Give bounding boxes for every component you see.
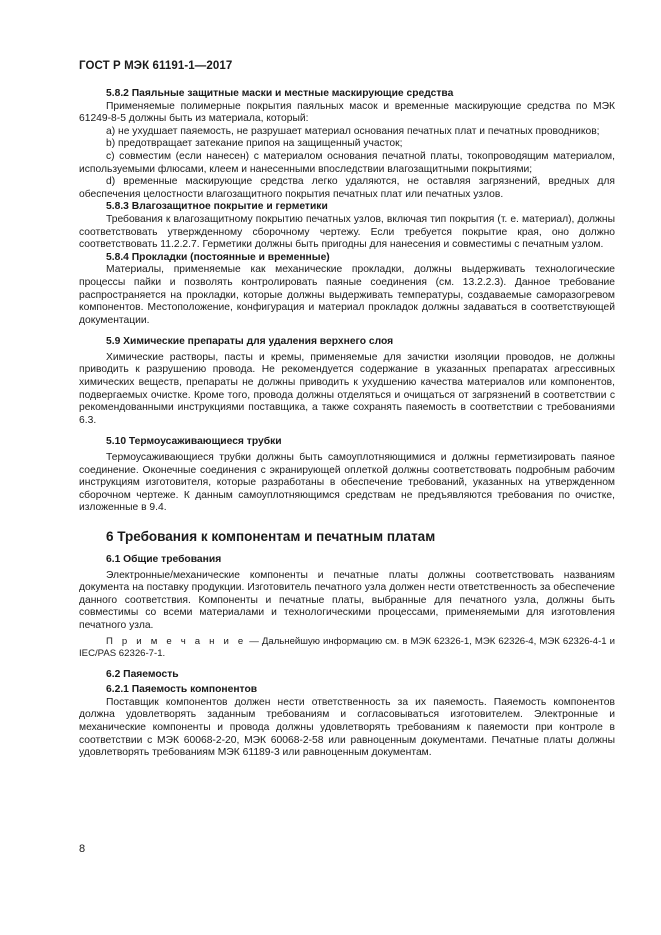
heading-6-2: 6.2 Паяемость <box>106 668 179 680</box>
heading-5-10: 5.10 Термоусаживающиеся трубки <box>106 436 282 448</box>
document-body <box>79 88 615 760</box>
note <box>79 636 615 660</box>
heading-6-1: 6.1 Общие требования <box>106 554 222 565</box>
heading-6-2-1: 6.2.1 Паяемость компонентов <box>106 684 258 696</box>
page-number: 8 <box>79 843 86 855</box>
heading-5-8-3: 5.8.3 Влагозащитное покрытие и герметики <box>106 201 328 213</box>
paragraph: Применяемые полимерные покрытия паяльных масок и временные маскирующие средства по МЭК 61249-8-5 должны быть из материала, который: <box>79 100 615 125</box>
heading-6: 6 Требования к компонентам и печатным платам <box>106 529 436 544</box>
document-header: ГОСТ Р МЭК 61191-1—2017 <box>79 60 233 72</box>
note-label: П р и м е ч а н и е <box>106 635 247 647</box>
heading-5-9: 5.9 Химические препараты для удаления верхнего слоя <box>106 336 394 348</box>
paragraph: Требования к влагозащитному покрытию печатных узлов, включая тип покрытия (т. е. материал), должны соответствовать утвержденному сборочному чертежу. Если требуется покрытие края, оно должно соответствовать 11.2.2.7. Герметики должны быть пригодны для нанесения и совместимы с печатным узлом. <box>79 213 615 251</box>
heading-5-8-4: 5.8.4 Прокладки (постоянные и временные) <box>106 251 330 263</box>
paragraph: Поставщик компонентов должен нести ответственность за их паяемость. Паяемость компонентов должна удовлетворять заданным требованиям и согласовываться изготовителем. Электронные и механические компоненты и провода должны удовлетворять требованиям к паяемости при контроле в соответствии с МЭК 60068-2-20, МЭК 60068-2-58 или равноценным документами. Печатные платы должны удовлетворять требованиям МЭК 61189-3 или равноценным документам. <box>79 696 615 759</box>
paragraph: Термоусаживающиеся трубки должны быть самоуплотняющимися и должны герметизировать паяное соединение. Оконечные соединения с экранирующей оплеткой должны соответствовать подробным рабочим инструкциям изготовителя, которые разработаны в обеспечение требований, указанных на утвержденном сборочном чертеже. К данным самоуплотняющимся средствам не предъявляются требования по очистке, изложенные в 9.4. <box>79 452 615 514</box>
note-text: — Дальнейшую информацию см. в МЭК 62326-1, МЭК 62326-4, МЭК 62326-4-1 и IEC/PAS 62326-7-1. <box>79 635 615 659</box>
list-item-c: c) совместим (если нанесен) с материалом основания печатной платы, токопроводящим материалом, используемыми флюсами, клеем и нанесенными впоследствии влагозащитными покрытиями; <box>79 150 615 175</box>
paragraph: Материалы, применяемые как механические прокладки, должны выдерживать технологические процессы пайки и позволять контролировать паяные соединения (см. 13.2.2.3). Данное требование распространяется на прокладки, которые должны выдерживать температуры, создаваемые саморазогревом компонентов. Местоположение, конфигурация и материал прокладок должны задаваться в соответствующей документации. <box>79 264 615 326</box>
heading-5-8-2: 5.8.2 Паяльные защитные маски и местные маскирующие средства <box>106 88 454 99</box>
paragraph: Электронные/механические компоненты и печатные платы должны соответствовать названиям документа на поставку продукции. Изготовитель печатного узла должен нести ответственность за обеспечение данного соответствия. Компоненты и печатные платы, выбранные для печатного узла, должны быть совместимы со всеми материалами и технологическими процессами, применяемыми для изготовления печатного узла. <box>79 569 615 631</box>
paragraph: Химические растворы, пасты и кремы, применяемые для зачистки изоляции проводов, не должны приводить к разрушению провода. Не рекомендуется содержание в указанных препаратах агрессивных химических веществ, препараты не должны приводить к ухудшению качества материалов или компонентов, подвергаемых очистке. Кроме того, провода должны отделяться и очищаться от загрязнений в соответствии с рекомендованными инструкциями поставщика, а также сохранять паяемость в соответствии с требованиями 6.3. <box>79 351 615 426</box>
list-item-a: a) не ухудшает паяемость, не разрушает материал основания печатных плат и печатных проводников; <box>106 125 600 137</box>
list-item-b: b) предотвращает затекание припоя на защищенный участок; <box>106 138 403 150</box>
list-item-d: d) временные маскирующие средства легко удаляются, не оставляя загрязнений, вредных для обеспечения целостности влагозащитного покрытия печатных плат или печатных узлов. <box>79 176 615 200</box>
